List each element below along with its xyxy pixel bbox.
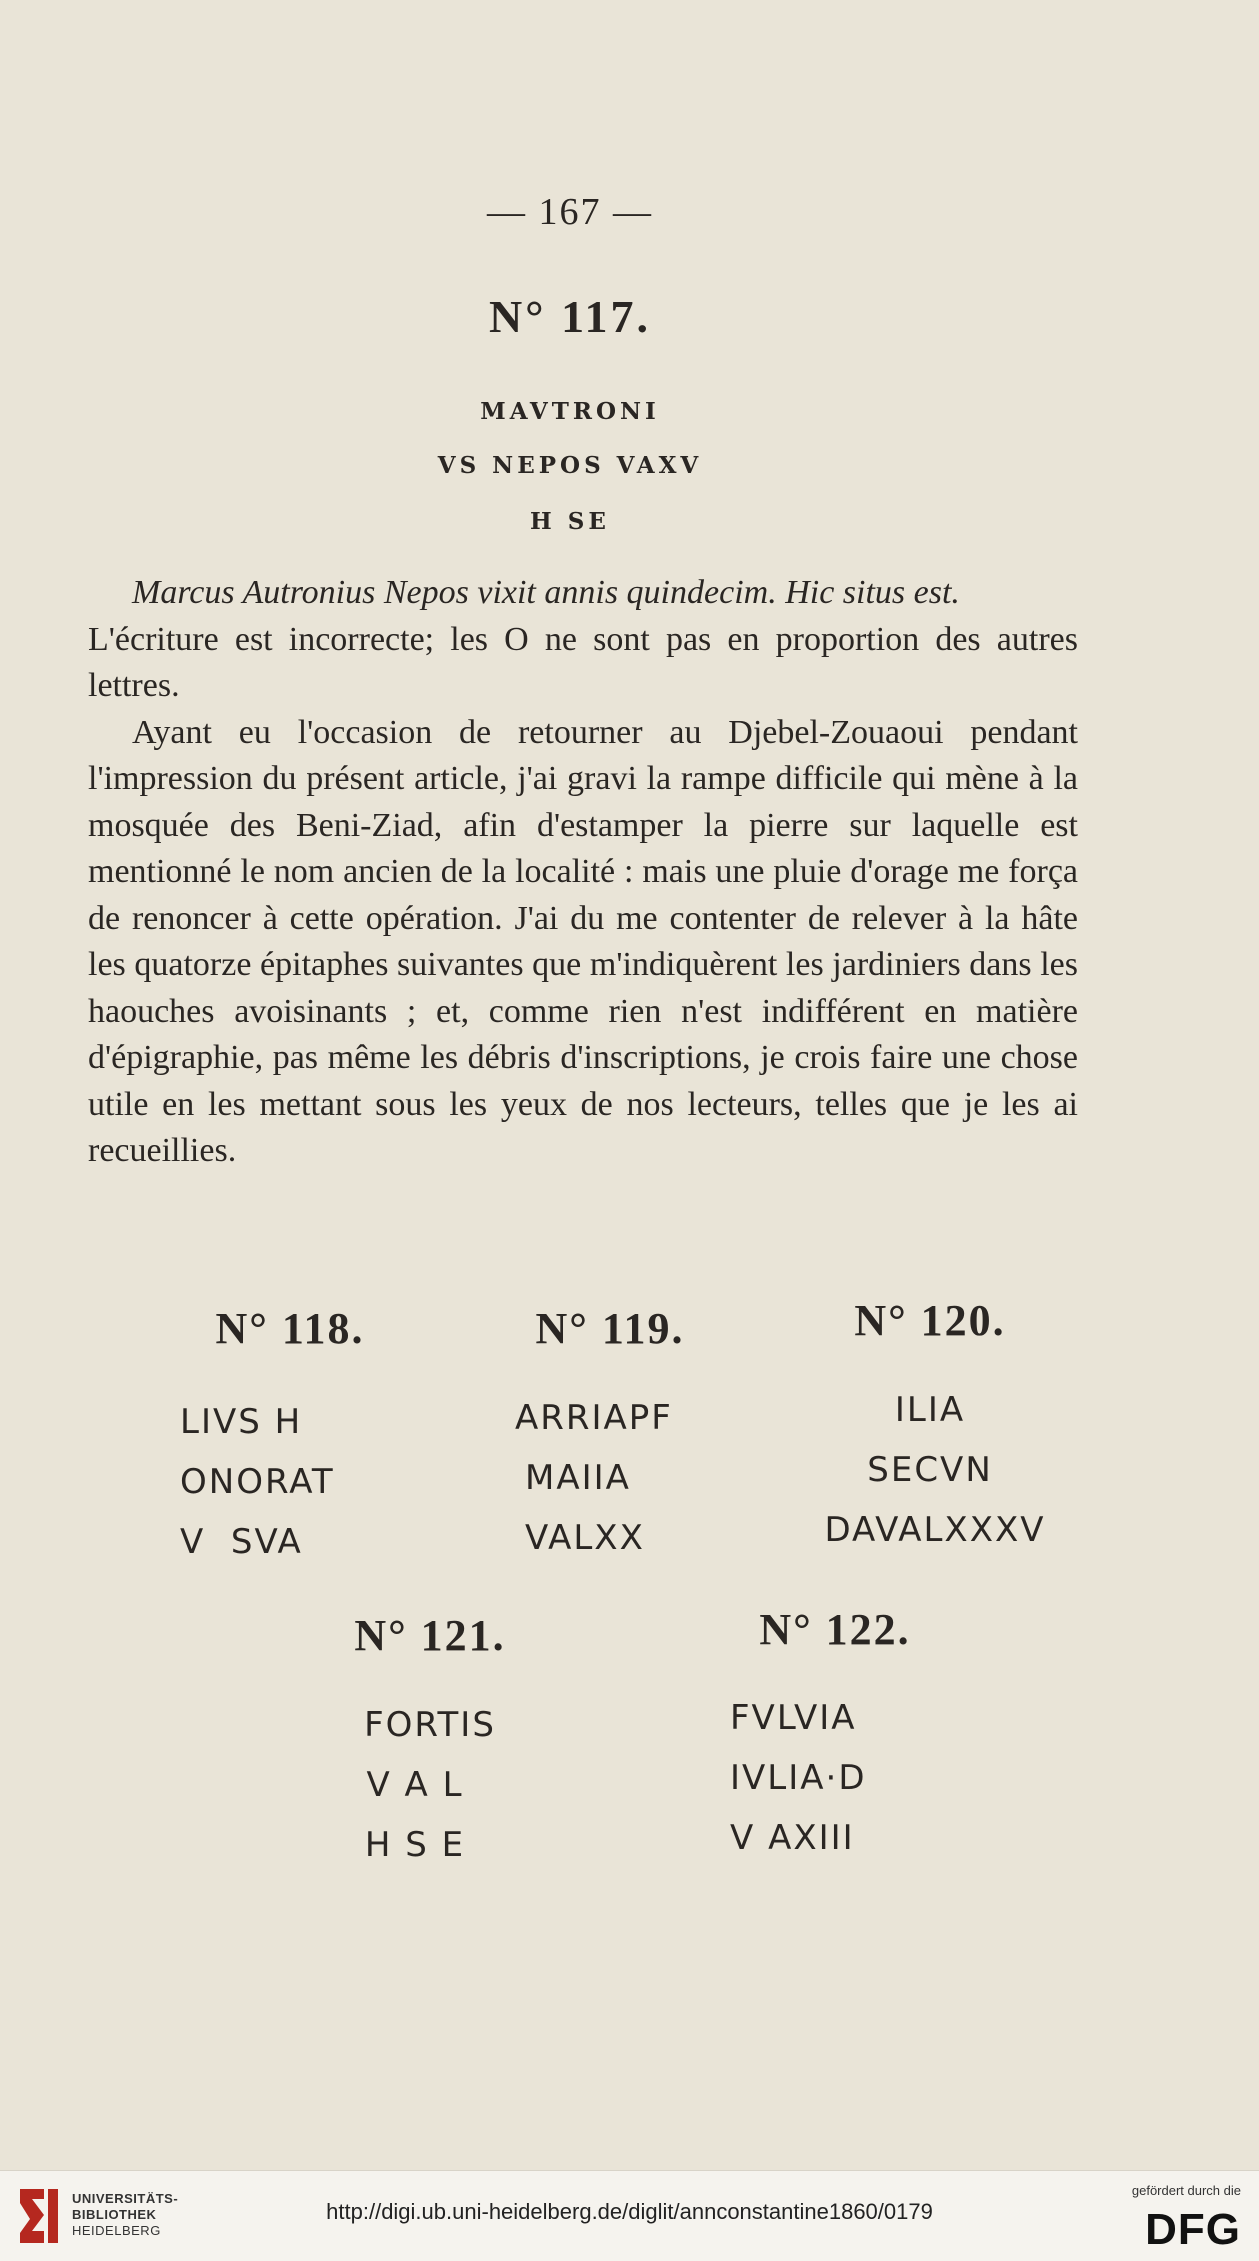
epitaph-119-line-1: ARRIAPF [515,1398,673,1438]
inscription-line-2: VS NEPOS VAXV [437,452,703,479]
latin-reading: Marcus Autronius Nepos vixit annis quindecim. Hic situs est. [132,574,960,611]
main-paragraph: Ayant eu l'occasion de retourner au Djebel-Zouaoui pendant l'impression du présent article, j'ai gravi la rampe difficile qui mène à la mosquée des Beni-Ziad, afin d'estamper la pierre sur laquelle est mentionné le nom ancien de la localité : mais une pluie d'orage me força de renoncer à cette opération. J'ai du me contenter de relever à la hâte les quatorze épitaphes suivantes que m'indiquèrent les jardiniers dans les haouches avoisinants ; et, comme rien n'est indifférent en matière d'épigraphie, pas même les débris d'inscriptions, je crois faire une chose utile en les mettant sous les yeux de nos lecteurs, telles que je les ai recueillies. [88,713,1078,1169]
epitaph-heading-118: N° 118. [215,1304,365,1353]
epitaph-118-line-3: V SVA [180,1522,303,1562]
epitaph-120-line-1: ILIA [894,1390,966,1430]
source-url-link[interactable]: http://digi.ub.uni-heidelberg.de/diglit/annconstantine1860/0179 [326,2199,933,2224]
library-name-line-1: UNIVERSITÄTS- [72,2191,179,2206]
epitaph-118-line-2: ONORAT [180,1462,335,1502]
epitaph-heading-122: N° 122. [759,1605,911,1654]
digitization-footer [0,2170,1259,2261]
inscription-line-3: H SE [530,508,610,535]
epitaph-118-line-1: LIVS H [180,1402,303,1442]
library-name-line-3: HEIDELBERG [72,2223,161,2238]
epitaph-121-line-2: V A L [366,1765,464,1805]
body-text [88,570,1078,1175]
epitaph-120-line-2: SECVN [867,1450,993,1490]
epitaph-heading-119: N° 119. [535,1304,685,1353]
writing-note: L'écriture est incorrecte; les O ne sont pas en proportion des autres lettres. [88,620,1078,704]
page-number: — 167 — [487,191,653,233]
epitaph-122-line-1: FVLVIA [730,1698,857,1738]
library-name-line-2: BIBLIOTHEK [72,2207,157,2222]
sponsor-text: gefördert durch die [1131,2183,1241,2198]
epitaph-122-line-3: V AXIII [730,1818,855,1858]
epitaph-heading-120: N° 120. [854,1296,1006,1345]
inscription-heading-117: N° 117. [488,291,652,342]
epitaph-119-line-3: VALXX [525,1518,645,1558]
epitaph-120-line-3: DAVALXXXV [824,1510,1046,1550]
epitaph-121-line-3: H S E [364,1825,466,1865]
epitaph-122-line-2: IVLIA·D [730,1758,867,1798]
epitaph-121-line-1: FORTIS [364,1705,496,1745]
epitaph-heading-121: N° 121. [354,1611,506,1660]
inscription-line-1: MAVTRONI [480,398,660,425]
dfg-logo: DFG [1145,2205,1241,2254]
epitaph-119-line-2: MAIIA [525,1458,631,1498]
